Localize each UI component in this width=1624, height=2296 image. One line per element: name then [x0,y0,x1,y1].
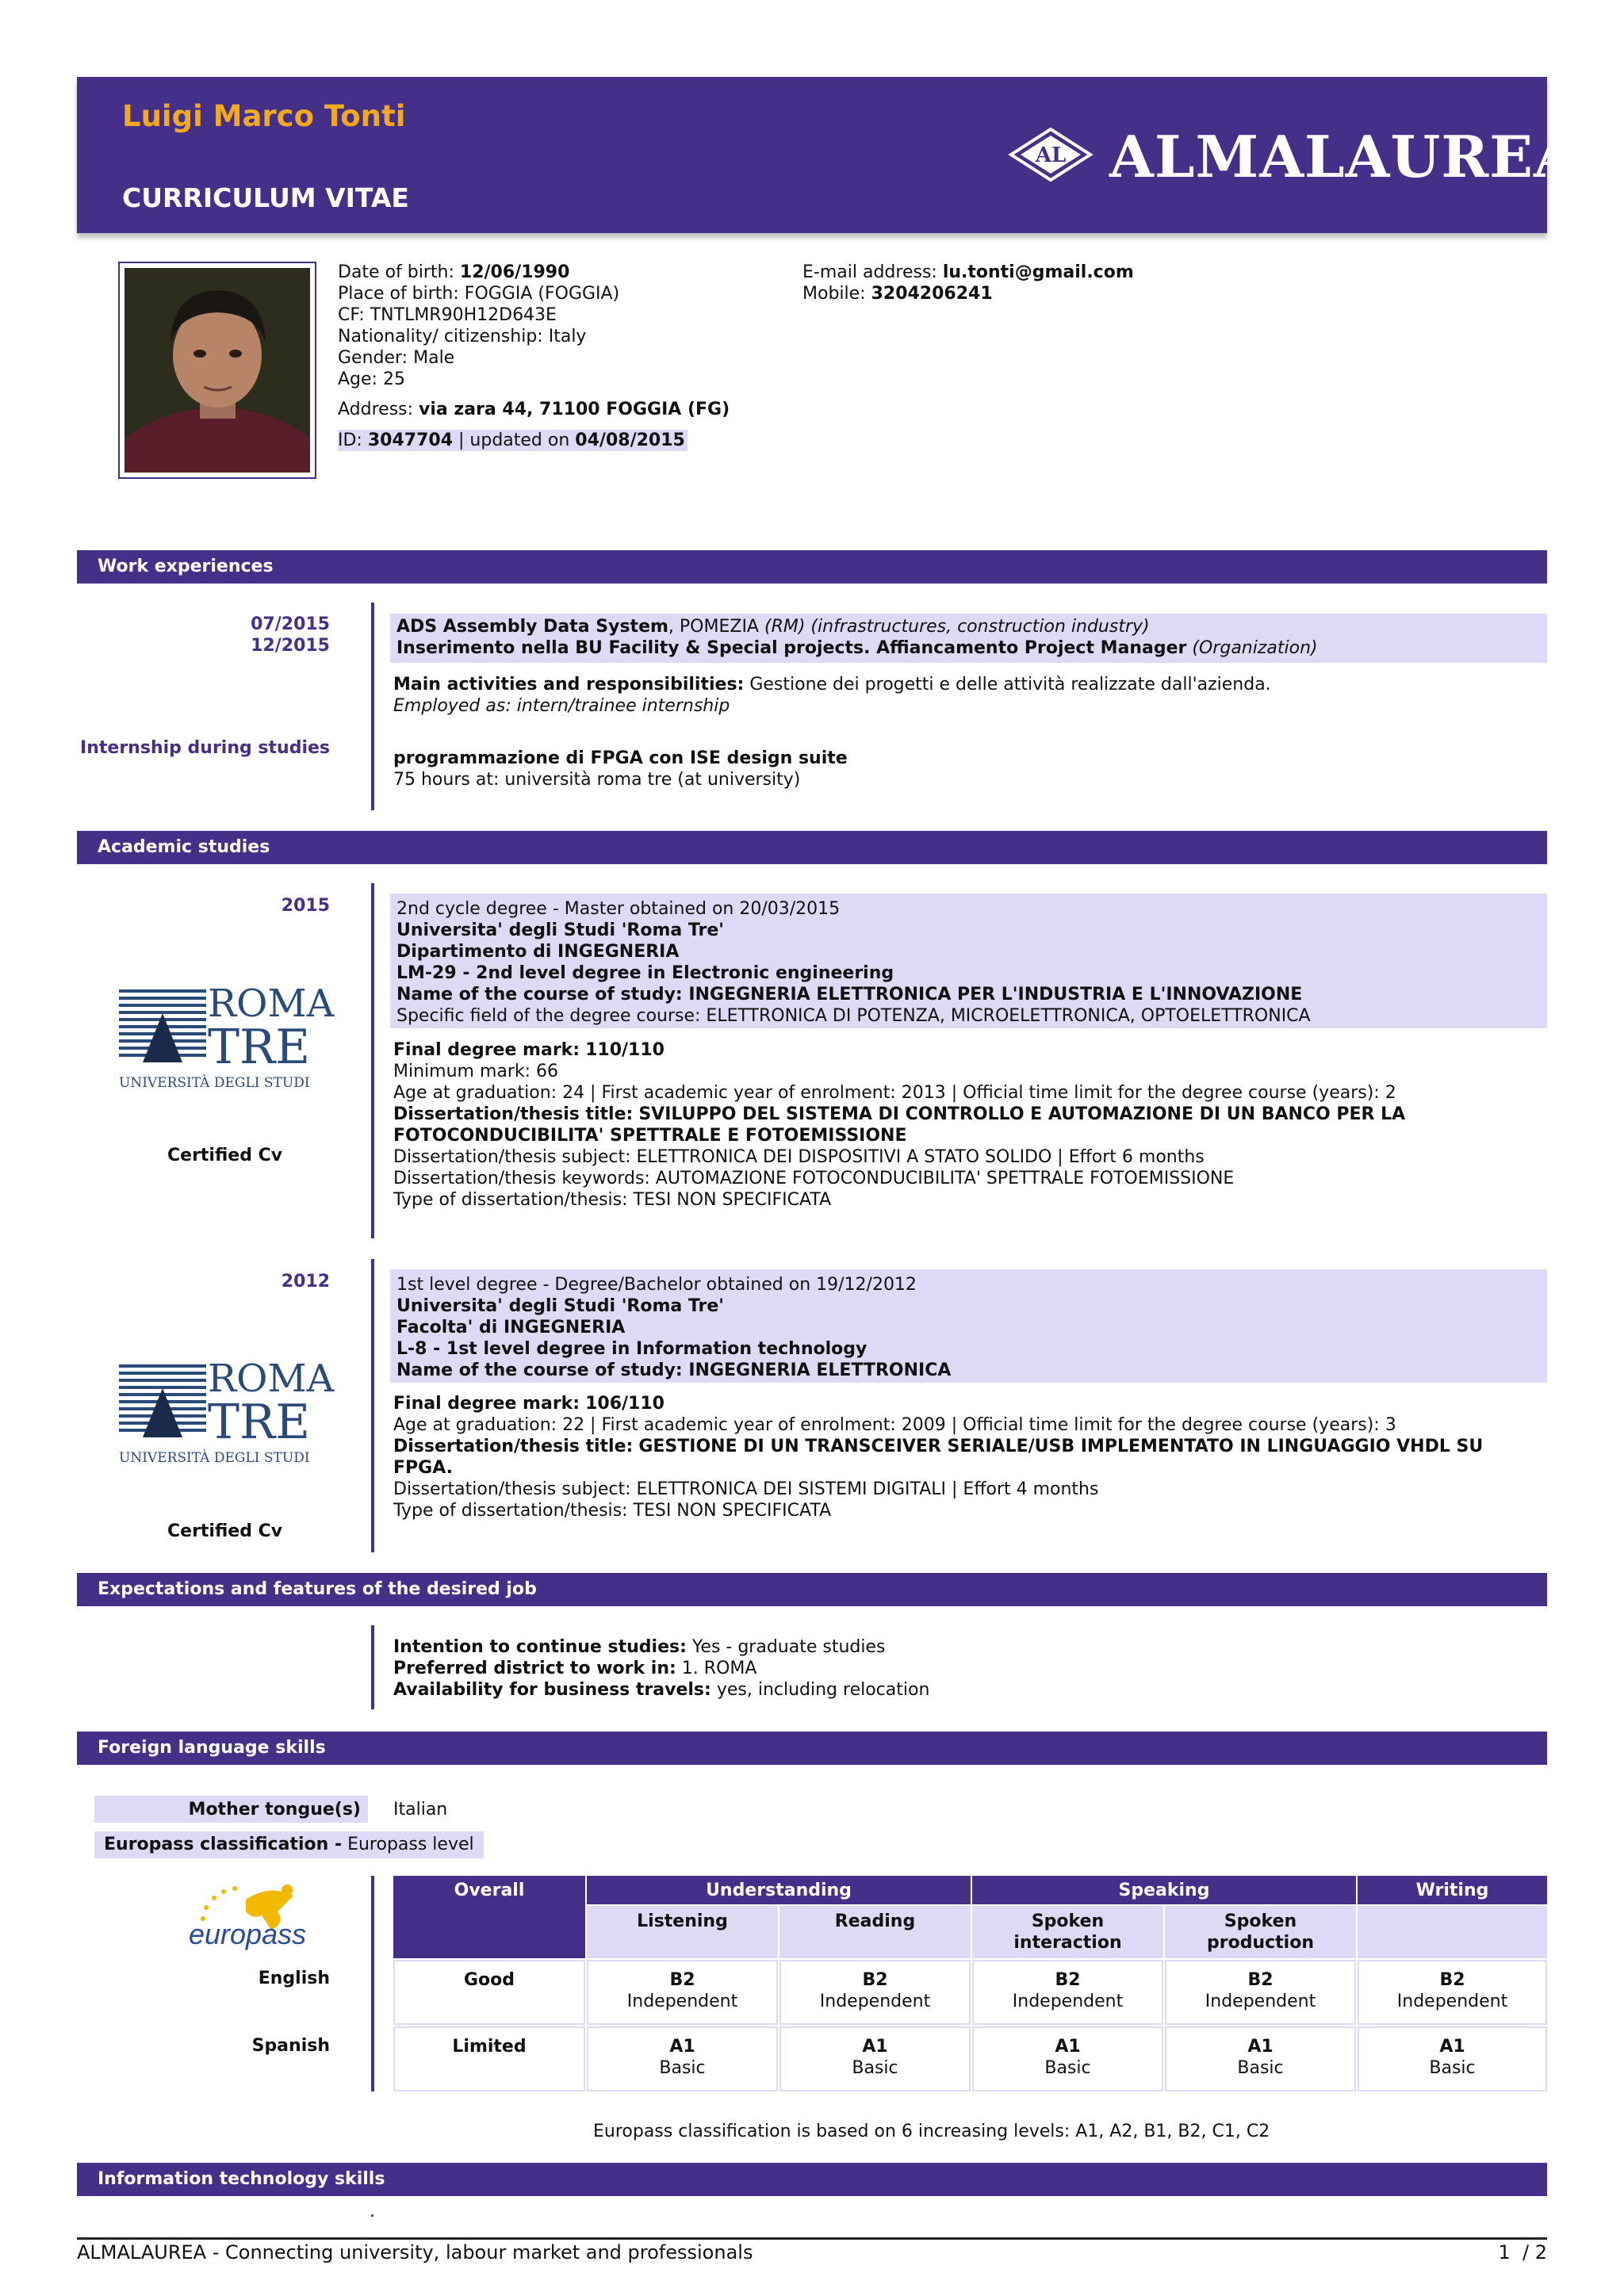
degree-1-minimum-mark: Minimum mark: 66 [393,1062,559,1081]
footer-divider [77,2237,1547,2240]
it-skills-placeholder: . [370,2202,375,2221]
work-divider [371,603,374,810]
table-subheader-spoken-production: Spoken production [1165,1906,1356,1958]
internship-hours: 75 hours at: università roma tre (at university) [393,770,801,790]
work-date-from: 07/2015 [251,614,330,634]
degree-2-class: L-8 - 1st level degree in Information technology [396,1339,868,1359]
almalaurea-logo-text: ALMALAUREA [1109,123,1579,190]
id-line: ID: 3047704 | updated on 04/08/2015 [338,430,688,451]
table-cell: A1 Basic [779,2026,971,2091]
mother-tongue-value: Italian [393,1800,448,1820]
work-company: ADS Assembly Data System, POMEZIA (RM) (infrastructures, construction industry) [396,617,1150,637]
roma-tre-logo-line1: ROMA [208,1357,335,1401]
roma-tre-logo-line1: ROMA [208,982,335,1026]
section-academic-studies: Academic studies [77,831,1547,864]
age-line: Age: 25 [338,369,405,389]
work-employed-as: Employed as: intern/trainee internship [393,696,730,716]
europass-logo [182,1876,341,1955]
mother-tongue-label: Mother tongue(s) [188,1800,361,1820]
degree-1-thesis-subject: Dissertation/thesis subject: ELETTRONICA DEI DISPOSITIVI A STATO SOLIDO | Effort 6 months [393,1147,1205,1167]
degree-2-thesis-title: Dissertation/thesis title: GESTIONE DI UN TRANSCEIVER SERIALE/USB IMPLEMENTATO IN LINGUAGGIO VHDL SU [393,1437,1484,1456]
degree-2-age-info: Age at graduation: 22 | First academic year of enrolment: 2009 | Official time limit for the degree course (years): 3 [393,1415,1396,1435]
gender-line: Gender: Male [338,348,455,368]
table-cell: B2 Independent [972,1960,1163,2025]
degree-1-final-mark: Final degree mark: 110/110 [393,1040,665,1060]
degree-2-type: 1st level degree - Degree/Bachelor obtained on 19/12/2012 [396,1275,917,1295]
internship-title: programmazione di FPGA con ISE design suite [393,748,848,768]
table-cell: B2 Independent [779,1960,971,2025]
degree-2-certified: Certified Cv [167,1521,283,1541]
business-travel-line: Availability for business travels: yes, including relocation [393,1680,930,1700]
expectations-divider [371,1625,374,1709]
roma-tre-logo [119,1357,335,1469]
roma-tre-logo-line3: UNIVERSITÀ DEGLI STUDI [119,1450,310,1466]
degree-1-certified: Certified Cv [167,1146,283,1165]
work-role: Inserimento nella BU Facility & Special projects. Affiancamento Project Manager (Organization) [396,638,1318,658]
language-english: English [258,1969,330,1988]
preferred-district-line: Preferred district to work in: 1. ROMA [393,1659,757,1678]
degree-2-final-mark: Final degree mark: 106/110 [393,1394,665,1414]
table-cell: A1 Basic [1358,2026,1547,2091]
table-header-speaking: Speaking [972,1876,1356,1904]
work-activities: Main activities and responsibilities: Gestione dei progetti e delle attività realizzate dall'azienda. [393,675,1271,695]
degree-2-course: Name of the course of study: INGEGNERIA ELETTRONICA [396,1360,952,1380]
degree-1-age-info: Age at graduation: 24 | First academic year of enrolment: 2013 | Official time limit for the degree course (years): 2 [393,1083,1396,1103]
profile-photo [118,262,316,479]
roma-tre-logo-line3: UNIVERSITÀ DEGLI STUDI [119,1075,310,1091]
roma-tre-logo-line2: TRE [208,1020,310,1075]
cf-line: CF: TNTLMR90H12D643E [338,305,557,325]
email-line: E-mail address: lu.tonti@gmail.com [802,262,1134,282]
english-overall: Good [393,1960,585,2025]
degree-2-divider [371,1259,374,1552]
table-header-overall: Overall [393,1876,585,1958]
section-expectations: Expectations and features of the desired job [77,1573,1547,1606]
roma-tre-logo-line2: TRE [208,1395,310,1450]
degree-1-thesis-title-cont: FOTOCONDUCIBILITA' SPETTRALE E FOTOEMISSIONE [393,1126,907,1146]
degree-1-year: 2015 [281,896,330,916]
address-line: Address: via zara 44, 71100 FOGGIA (FG) [338,400,730,419]
cv-title: CURRICULUM VITAE [122,182,409,213]
footer-text: ALMALAUREA - Connecting university, labour market and professionals [77,2241,753,2263]
section-it-skills: Information technology skills [77,2163,1547,2196]
degree-1-course: Name of the course of study: INGEGNERIA ELETTRONICA PER L'INDUSTRIA E L'INNOVAZIONE [396,985,1303,1004]
degree-1-thesis-keywords: Dissertation/thesis keywords: AUTOMAZIONE FOTOCONDUCIBILITA' SPETTRALE FOTOEMISSIONE [393,1169,1235,1188]
degree-1-thesis-title: Dissertation/thesis title: SVILUPPO DEL SISTEMA DI CONTROLLO E AUTOMAZIONE DI UN BANCO PER LA [393,1104,1406,1124]
degree-1-class: LM-29 - 2nd level degree in Electronic engineering [396,963,894,983]
degree-1-department: Dipartimento di INGEGNERIA [396,942,680,962]
table-subheader-listening: Listening [587,1906,778,1958]
table-subheader-reading: Reading [779,1906,971,1958]
degree-2-thesis-subject: Dissertation/thesis subject: ELETTRONICA DEI SISTEMI DIGITALI | Effort 4 months [393,1479,1099,1499]
work-date-to: 12/2015 [251,636,330,656]
table-cell: B2 Independent [1358,1960,1547,2025]
svg-text:europass: europass [189,1918,307,1950]
degree-1-divider [371,883,374,1238]
table-subheader-spoken-interaction: Spoken interaction [972,1906,1163,1958]
degree-2-university: Universita' degli Studi 'Roma Tre' [396,1296,725,1316]
table-cell: B2 Independent [1165,1960,1356,2025]
nationality-line: Nationality/ citizenship: Italy [338,327,587,346]
table-cell: A1 Basic [1165,2026,1356,2091]
table-cell: B2 Independent [587,1960,778,2025]
table-subheader-writing-empty [1358,1906,1547,1958]
degree-2-department: Facolta' di INGEGNERIA [396,1318,626,1337]
table-header-writing: Writing [1358,1876,1547,1904]
degree-1-field: Specific field of the degree course: ELETTRONICA DI POTENZA, MICROELETTRONICA, OPTOELETTRONICA [396,1006,1311,1026]
table-cell: A1 Basic [972,2026,1163,2091]
page-number: 1 / 2 [1498,2241,1547,2263]
spanish-overall: Limited [393,2026,585,2091]
mobile-line: Mobile: 3204206241 [802,284,993,304]
pob-line: Place of birth: FOGGIA (FOGGIA) [338,284,620,304]
section-foreign-languages: Foreign language skills [77,1732,1547,1765]
degree-2-thesis-type: Type of dissertation/thesis: TESI NON SPECIFICATA [393,1501,832,1521]
degree-2-year: 2012 [281,1272,330,1292]
degree-1-university: Universita' degli Studi 'Roma Tre' [396,920,725,940]
almalaurea-logo-badge [1003,126,1098,183]
table-header-understanding: Understanding [587,1876,971,1904]
europass-emblem [182,1876,341,1955]
language-spanish: Spanish [251,2036,330,2056]
degree-1-type: 2nd cycle degree - Master obtained on 20/03/2015 [396,899,841,919]
continue-studies-line: Intention to continue studies: Yes - graduate studies [393,1637,886,1657]
internship-label: Internship during studies [80,738,330,758]
europass-note: Europass classification is based on 6 increasing levels: A1, A2, B1, B2, C1, C2 [593,2122,1270,2141]
degree-2-thesis-title-cont: FPGA. [393,1458,454,1478]
dob-line: Date of birth: 12/06/1990 [338,262,570,282]
cv-name: Luigi Marco Tonti [122,99,406,133]
europass-classification-label: Europass classification - Europass level [94,1831,484,1858]
cv-header [77,77,1579,233]
section-work-experiences: Work experiences [77,550,1547,584]
table-cell: A1 Basic [587,2026,778,2091]
roma-tre-logo [119,982,335,1094]
degree-1-thesis-type: Type of dissertation/thesis: TESI NON SPECIFICATA [393,1190,832,1210]
languages-divider [371,1876,374,2091]
svg-text:AL: AL [1035,144,1067,167]
